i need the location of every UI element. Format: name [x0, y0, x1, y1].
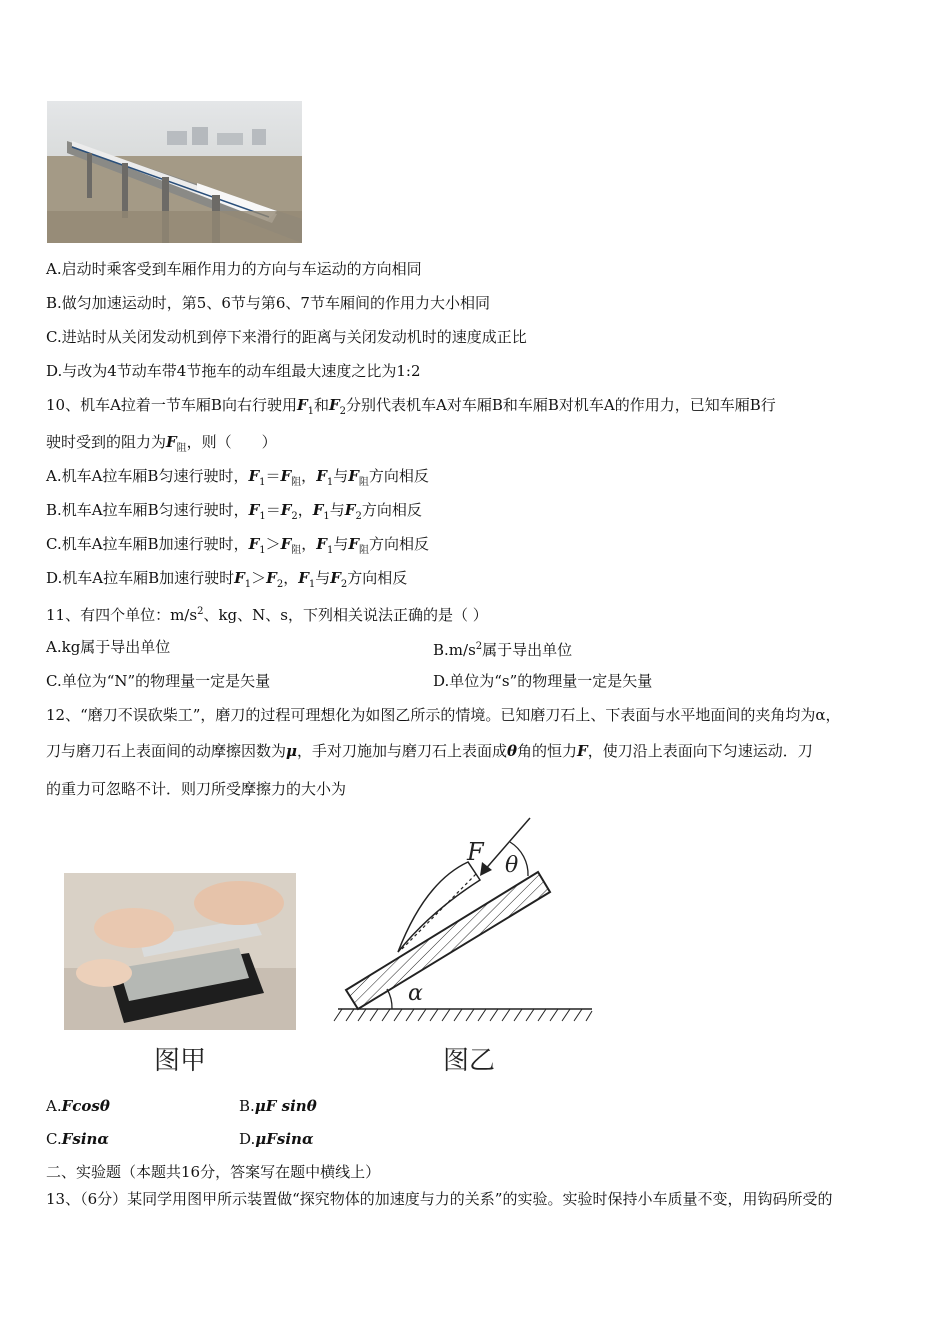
yu: 与 — [329, 501, 345, 519]
mu-symbol: μ — [286, 742, 297, 760]
q11-option-d: D.单位为“s”的物理量一定是矢量 — [433, 672, 653, 690]
and-text: 和 — [313, 396, 329, 414]
q9-option-b-text: B.做匀加速运动时，第5、6节与第6、7节车厢间的作用力大小相同 — [46, 294, 490, 312]
q12-d-pre: D. — [239, 1130, 256, 1148]
q10-d-pre: D.机车A拉车厢B加速行驶时 — [46, 569, 235, 587]
f1-sub: 1 — [308, 579, 316, 590]
q9-option-c: C.进站时从关闭发动机到停下来滑行的距离与关闭发动机时的速度成正比 — [46, 328, 527, 346]
q11-b-b: 属于导出单位 — [482, 641, 573, 659]
section-2-heading: 二、实验题（本题共16分，答案写在题中横线上） — [46, 1163, 381, 1181]
f1-sub: 1 — [244, 579, 252, 590]
f1-sub: 1 — [307, 406, 314, 417]
q10-stem-text-2: 分别代表机车A对车厢B和车厢B对机车A的作用力，已知车厢B行 — [346, 396, 776, 414]
q12-l2-b: ，手对刀施加与磨刀石上表面成 — [297, 742, 508, 760]
comma: ， — [301, 535, 317, 553]
q12-b-pre: B. — [239, 1097, 255, 1115]
knife-sharpening-image — [64, 873, 296, 1030]
q12-option-b — [239, 1096, 317, 1116]
q10-c-pre: C.机车A拉车厢B加速行驶时， — [46, 535, 249, 553]
eq: ＝ — [265, 467, 281, 485]
f-resist: F — [280, 467, 292, 485]
q10-stem-line1 — [46, 395, 776, 422]
high-speed-train-image — [47, 101, 302, 243]
q12-option-c — [46, 1129, 109, 1149]
f1: F — [248, 501, 260, 519]
opp: 方向相反 — [361, 501, 422, 519]
f2-sub: 2 — [291, 511, 298, 522]
q12-stem-line2 — [46, 741, 813, 761]
f1-sub: 1 — [326, 477, 334, 488]
q12-option-d — [239, 1129, 314, 1149]
q12-l2-c: 角的恒力 — [517, 742, 578, 760]
q9-option-a: A.启动时乘客受到车厢作用力的方向与车运动的方向相同 — [46, 260, 422, 278]
q12-l2-d: ，使刀沿上表面向下匀速运动．刀 — [587, 742, 813, 760]
comma: ， — [301, 467, 317, 485]
yu: 与 — [315, 569, 331, 587]
q12-b-formula: μF sinθ — [254, 1097, 317, 1115]
f1: F — [248, 467, 260, 485]
f1: F — [248, 535, 260, 553]
ground-hatching — [334, 1009, 592, 1021]
q10-option-b — [46, 500, 422, 527]
f-resist-sub: 阻 — [176, 443, 187, 454]
theta-symbol: θ — [507, 742, 518, 760]
force-label: F — [467, 838, 484, 866]
theta-label: θ — [505, 853, 519, 878]
f-resist-sub: 阻 — [358, 477, 369, 488]
yu: 与 — [333, 467, 349, 485]
f-symbol: F — [577, 742, 588, 760]
q10-stem-text-3: 驶时受到的阻力为 — [46, 433, 167, 451]
opp: 方向相反 — [347, 569, 408, 587]
f1: F — [298, 569, 309, 587]
square-sup: 2 — [197, 606, 204, 617]
q13-stem: 13、（6分）某同学用图甲所示装置做“探究物体的加速度与力的关系”的实验。实验时保持小车质量不变，用钩码所受的 — [46, 1190, 833, 1208]
f-resist-symbol: F — [166, 433, 177, 451]
opp: 方向相反 — [369, 535, 430, 553]
gt: ＞ — [265, 535, 281, 553]
comma: ， — [283, 569, 299, 587]
q12-c-pre: C. — [46, 1130, 62, 1148]
knife-sharpening-photo — [64, 873, 296, 1030]
q11-stem — [46, 602, 488, 625]
gt: ＞ — [251, 569, 267, 587]
f1-sub: 1 — [259, 545, 266, 556]
f2: F — [280, 501, 292, 519]
q12-stem-line1: 12、“磨刀不误砍柴工”，磨刀的过程可理想化为如图乙所示的情境。已知磨刀石上、下表面与水平地面间的夹角均为α， — [46, 706, 841, 724]
q10-option-d — [46, 568, 407, 595]
f-resist: F — [348, 535, 359, 553]
figure-yi-caption: 图乙 — [443, 1046, 496, 1076]
q10-a-pre: A.机车A拉车厢B匀速行驶时， — [46, 467, 249, 485]
f1: F — [312, 501, 324, 519]
f2-sub: 2 — [340, 579, 348, 590]
f2-sub: 2 — [355, 511, 362, 522]
q10-stem-text: 10、机车A拉着一节车厢B向右行驶用 — [46, 396, 297, 414]
figure-jia-caption: 图甲 — [154, 1046, 207, 1076]
q9-option-d: D.与改为4节动车带4节拖车的动车组最大速度之比为1:2 — [46, 362, 421, 380]
f-resist: F — [280, 535, 292, 553]
q11-option-a: A.kg属于导出单位 — [46, 638, 171, 656]
f1-sub: 1 — [259, 511, 266, 522]
f-resist-sub: 阻 — [359, 545, 369, 556]
f1-sub: 1 — [259, 477, 266, 488]
q11-stem-a: 11、有四个单位：m/s — [46, 606, 198, 624]
q11-stem-b: 、kg、N、s，下列相关说法正确的是（ ） — [203, 606, 488, 624]
knife-whetstone-diagram — [330, 812, 600, 1032]
q11-b-a: B.m/s — [433, 641, 476, 659]
q12-c-formula: Fsinα — [61, 1130, 109, 1148]
train-photo — [47, 101, 302, 243]
square-sup: 2 — [475, 641, 483, 652]
q10-b-pre: B.机车A拉车厢B匀速行驶时， — [46, 501, 249, 519]
f1-sub: 1 — [323, 511, 330, 522]
comma: ， — [297, 501, 313, 519]
f2: F — [266, 569, 277, 587]
q12-d-formula: μFsinα — [255, 1130, 314, 1148]
q9-option-b — [46, 293, 490, 313]
f1: F — [234, 569, 245, 587]
eq: ＝ — [265, 501, 281, 519]
q10-stem-line2 — [46, 432, 277, 459]
opp: 方向相反 — [368, 467, 429, 485]
q10-stem-text-4: ，则（ ） — [186, 433, 277, 451]
yu: 与 — [333, 535, 349, 553]
f-resist-sub: 阻 — [291, 477, 302, 488]
f1: F — [316, 467, 327, 485]
alpha-label: α — [408, 981, 423, 1006]
q12-option-a — [46, 1096, 110, 1116]
f2: F — [330, 569, 341, 587]
f2-sub: 2 — [276, 579, 284, 590]
f1: F — [316, 535, 327, 553]
f2: F — [344, 501, 356, 519]
f1-symbol: F — [296, 396, 308, 414]
f2-sub: 2 — [339, 406, 347, 417]
q12-a-formula: Fcosθ — [61, 1097, 110, 1115]
q10-option-a — [46, 466, 429, 493]
q11-option-b — [433, 637, 572, 660]
f-resist-sub: 阻 — [291, 545, 302, 556]
q10-option-c — [46, 534, 429, 561]
q12-stem-line3: 的重力可忽略不计．则刀所受摩擦力的大小为 — [46, 780, 347, 798]
q12-a-pre: A. — [46, 1097, 62, 1115]
f-resist: F — [348, 467, 359, 485]
q11-option-c: C.单位为“N”的物理量一定是矢量 — [46, 672, 271, 690]
f2-symbol: F — [329, 396, 340, 414]
f1-sub: 1 — [326, 545, 334, 556]
q12-l2-a: 刀与磨刀石上表面间的动摩擦因数为 — [46, 742, 287, 760]
